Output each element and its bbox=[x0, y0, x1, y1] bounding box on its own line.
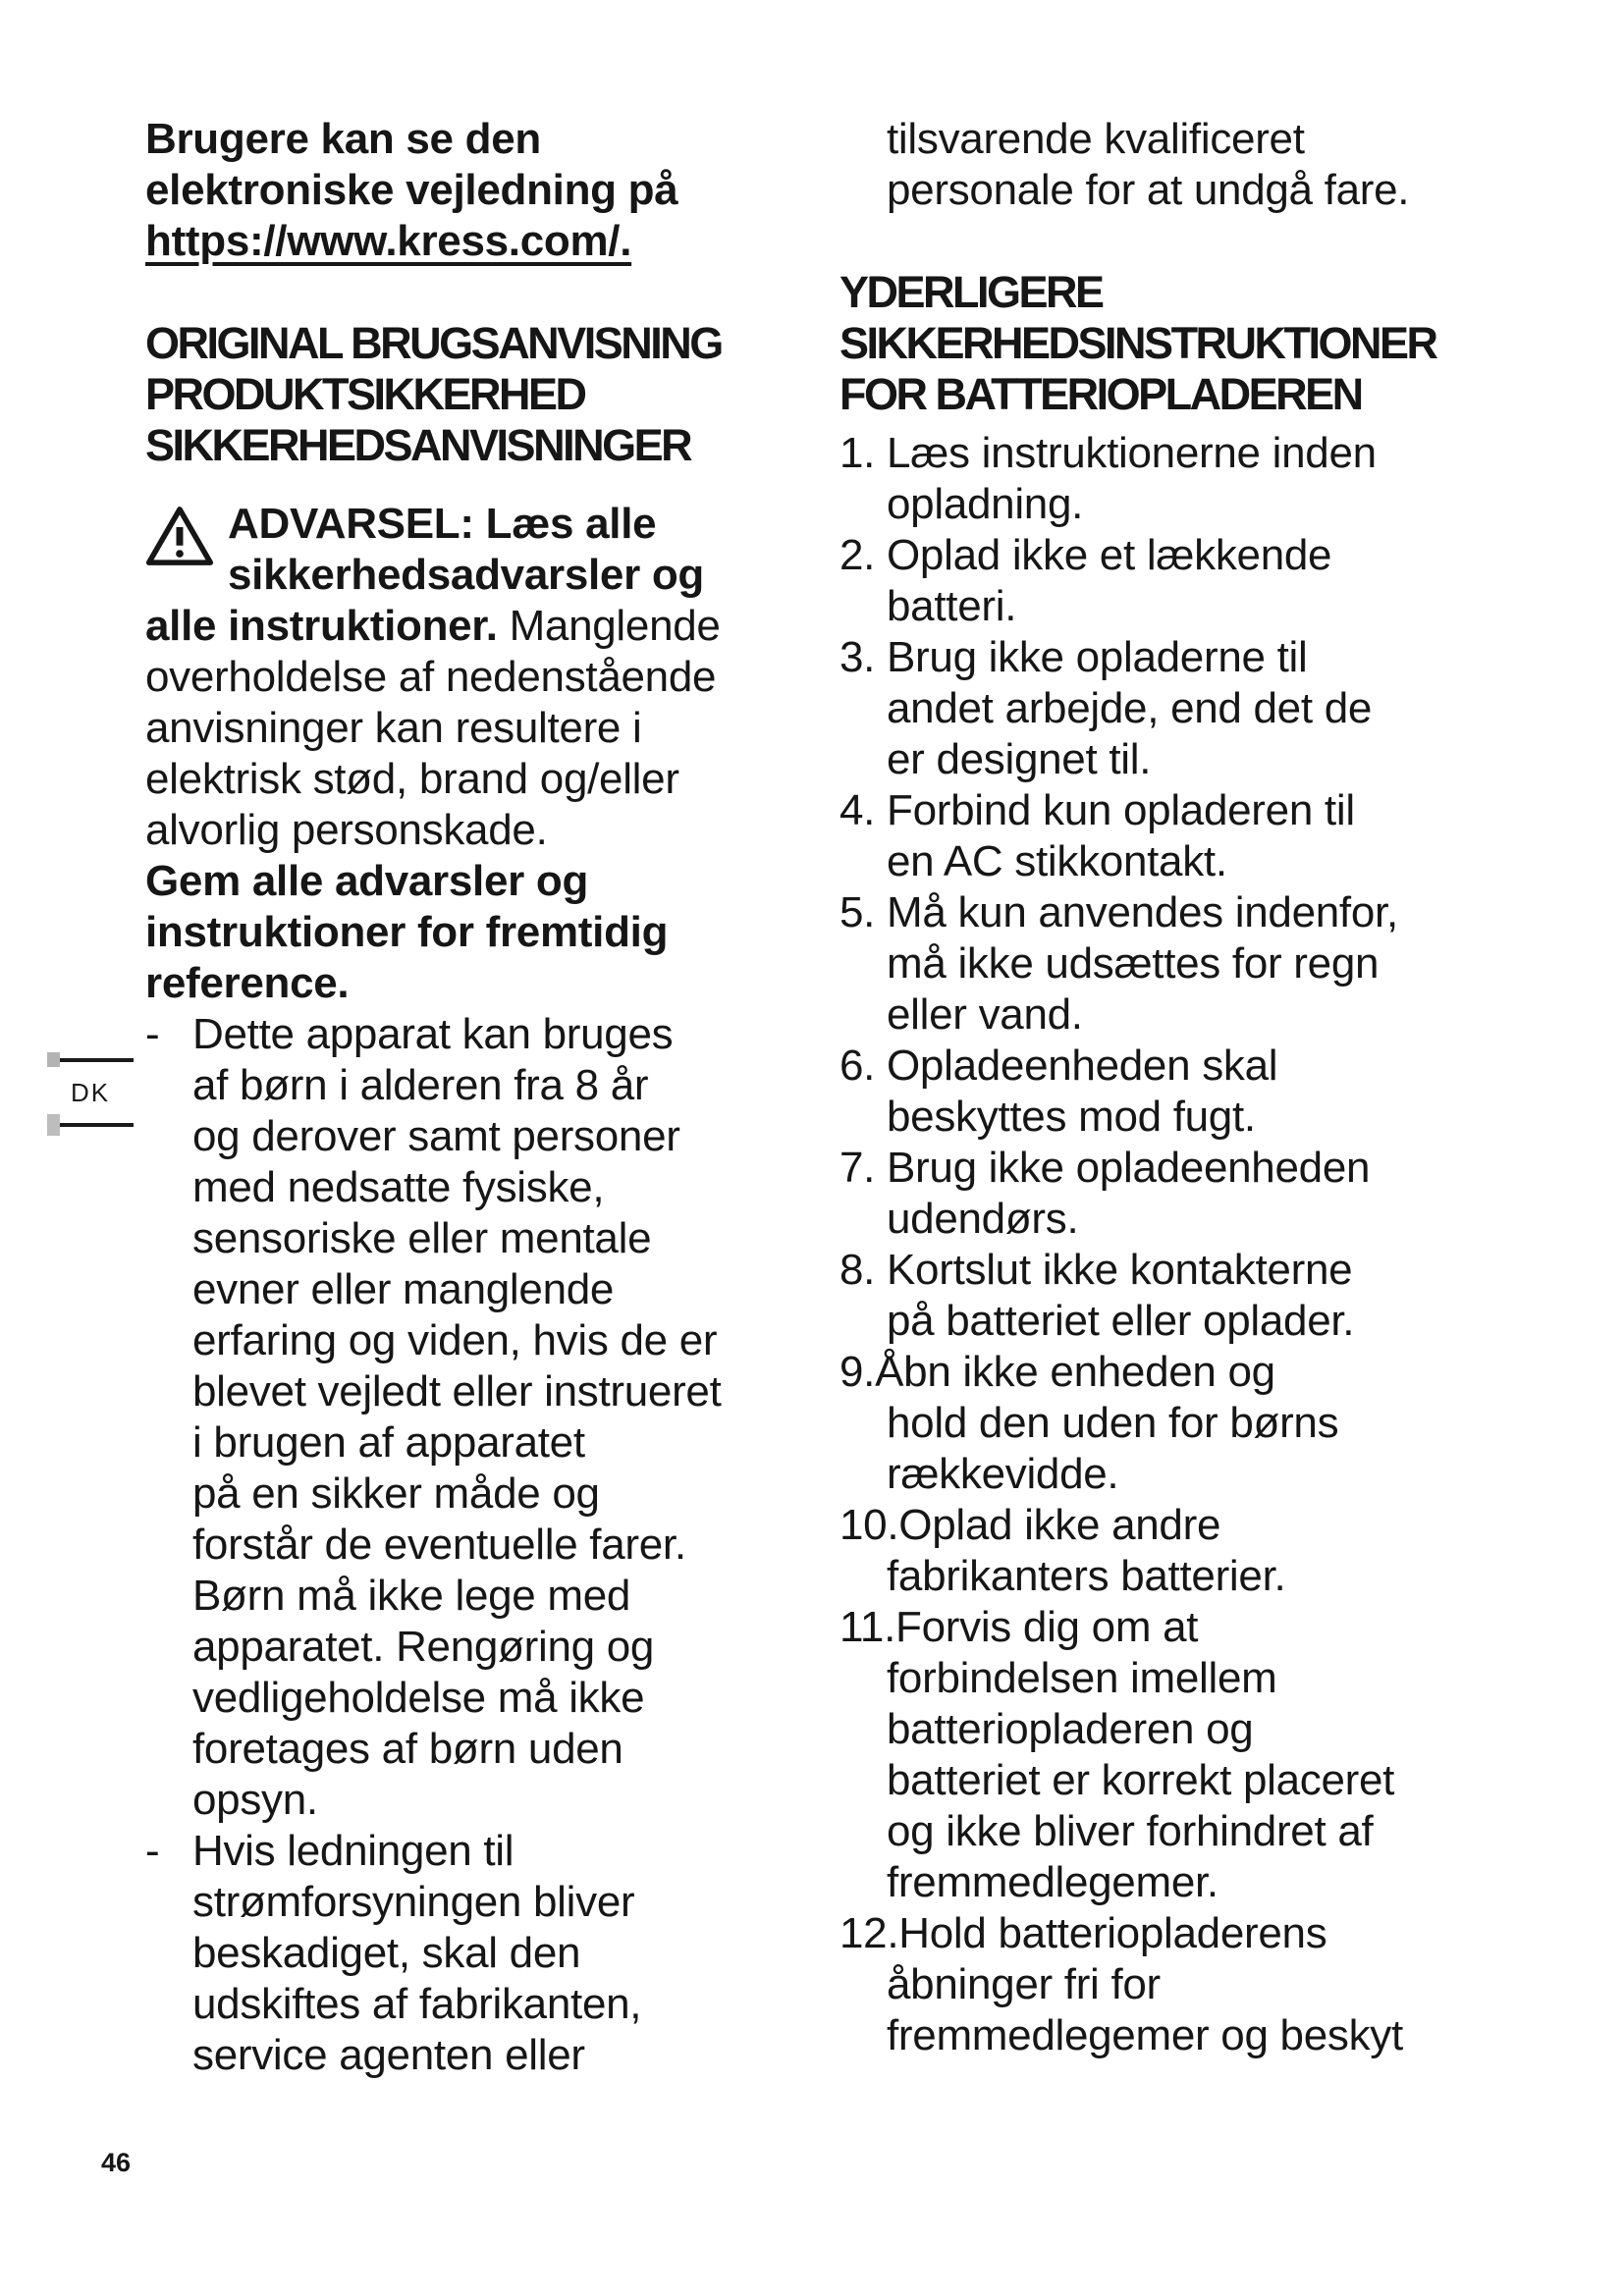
text-run: tilsvarende kvalificeret bbox=[887, 115, 1305, 163]
text-run: Åbn ikke enheden og bbox=[875, 1348, 1275, 1396]
text-run: fremmedlegemer. bbox=[887, 1858, 1218, 1906]
dash-item-cord bbox=[145, 1826, 805, 2081]
text-line bbox=[839, 1908, 1527, 1959]
text-run: Manglende bbox=[497, 602, 721, 650]
text-line bbox=[145, 958, 805, 1009]
text-run: Hvis ledningen til bbox=[192, 1827, 514, 1875]
kress-website-link[interactable]: https://www.kress.com/. bbox=[145, 217, 632, 265]
list-marker: 9. bbox=[839, 1348, 876, 1396]
text-run: udskiftes af fabrikanten, bbox=[192, 1980, 642, 2028]
text-line bbox=[839, 1092, 1527, 1143]
text-run: på batteriet eller oplader. bbox=[887, 1297, 1355, 1345]
text-run: batteri. bbox=[887, 582, 1017, 630]
numbered-item-7 bbox=[839, 1143, 1527, 1245]
language-tab-label: DK bbox=[70, 1078, 111, 1107]
text-line bbox=[145, 703, 805, 754]
text-run: i brugen af apparatet bbox=[192, 1418, 585, 1467]
text-run: YDERLIGERE bbox=[839, 267, 1103, 317]
page-number: 46 bbox=[101, 2148, 132, 2177]
text-run: må ikke udsættes for regn bbox=[887, 939, 1380, 988]
language-tab bbox=[47, 1058, 134, 1127]
text-line bbox=[145, 1979, 805, 2030]
text-run: med nedsatte fysiske, bbox=[192, 1163, 605, 1211]
numbered-item-10 bbox=[839, 1500, 1527, 1602]
text-run: fabrikanters batterier. bbox=[887, 1552, 1286, 1600]
text-line bbox=[839, 1500, 1527, 1551]
text-run: fremmedlegemer og beskyt bbox=[887, 2011, 1403, 2059]
text-run: og derover samt personer bbox=[192, 1112, 680, 1160]
text-line bbox=[145, 1928, 805, 1979]
tab-square-top bbox=[47, 1052, 60, 1067]
text-run: og ikke bliver forhindret af bbox=[887, 1807, 1374, 1855]
text-line bbox=[839, 1245, 1527, 1296]
text-line bbox=[145, 1060, 805, 1111]
numbered-item-3 bbox=[839, 632, 1527, 785]
text-run: personale for at undgå fare. bbox=[887, 166, 1410, 214]
text-run: reference. bbox=[145, 959, 350, 1007]
text-line bbox=[145, 1826, 805, 1877]
list-marker: 7. bbox=[839, 1144, 876, 1192]
text-run: overholdelse af nedenstående bbox=[145, 653, 717, 701]
numbered-item-11 bbox=[839, 1602, 1527, 1908]
text-run: Oplad ikke et lækkende bbox=[887, 531, 1332, 579]
text-line bbox=[145, 907, 805, 958]
spacer bbox=[839, 420, 1527, 428]
text-run: Forbind kun opladeren til bbox=[887, 786, 1355, 834]
text-line bbox=[145, 856, 805, 907]
text-line bbox=[839, 1653, 1527, 1704]
numbered-item-4 bbox=[839, 785, 1527, 887]
text-run: batteriopladeren og bbox=[887, 1705, 1254, 1753]
text-line bbox=[145, 1213, 805, 1264]
text-run: FOR BATTERIOPLADEREN bbox=[839, 369, 1362, 419]
text-run: er designet til. bbox=[887, 735, 1152, 783]
text-line bbox=[839, 734, 1527, 785]
text-line bbox=[145, 550, 805, 601]
text-line bbox=[145, 1724, 805, 1775]
text-run: Læs instruktionerne inden bbox=[887, 429, 1377, 477]
text-line bbox=[839, 318, 1527, 369]
text-line bbox=[145, 420, 805, 471]
text-line bbox=[839, 1347, 1527, 1398]
text-line bbox=[839, 1806, 1527, 1857]
text-line bbox=[145, 216, 805, 267]
text-line bbox=[839, 785, 1527, 836]
text-line bbox=[839, 1704, 1527, 1755]
text-run: åbninger fri for bbox=[887, 1960, 1161, 2008]
text-run: Må kun anvendes indenfor, bbox=[887, 888, 1398, 936]
numbered-item-6 bbox=[839, 1041, 1527, 1143]
text-line bbox=[839, 581, 1527, 632]
text-run: eller vand. bbox=[887, 990, 1083, 1039]
list-marker: 3. bbox=[839, 633, 876, 681]
text-line bbox=[839, 1755, 1527, 1806]
list-marker: 4. bbox=[839, 786, 876, 834]
spacer bbox=[839, 216, 1527, 267]
text-line bbox=[145, 1315, 805, 1366]
text-line bbox=[145, 1571, 805, 1622]
text-line bbox=[145, 499, 805, 550]
text-line bbox=[839, 632, 1527, 683]
numbered-item-9 bbox=[839, 1347, 1527, 1500]
text-line bbox=[839, 1143, 1527, 1194]
text-run: Kortslut ikke kontakterne bbox=[887, 1246, 1353, 1294]
text-line bbox=[145, 1162, 805, 1213]
dash-item-children bbox=[145, 1009, 805, 1826]
text-line bbox=[839, 1041, 1527, 1092]
text-line bbox=[839, 683, 1527, 734]
text-line bbox=[145, 1417, 805, 1468]
text-run: forstår de eventuelle farer. bbox=[192, 1521, 686, 1569]
numbered-item-8 bbox=[839, 1245, 1527, 1347]
text-line bbox=[839, 1449, 1527, 1500]
list-marker: 8. bbox=[839, 1246, 876, 1294]
text-run: på en sikker måde og bbox=[192, 1469, 600, 1518]
text-line bbox=[839, 1602, 1527, 1653]
text-line bbox=[145, 1520, 805, 1571]
text-run: vedligeholdelse må ikke bbox=[192, 1674, 645, 1722]
text-line bbox=[145, 601, 805, 652]
text-line bbox=[839, 1857, 1527, 1908]
text-run: service agenten eller bbox=[192, 2031, 585, 2079]
numbered-item-5 bbox=[839, 887, 1527, 1041]
text-run: sikkerhedsadvarsler og bbox=[228, 551, 705, 599]
numbered-item-1 bbox=[839, 428, 1527, 530]
text-run: hold den uden for børns bbox=[887, 1399, 1339, 1447]
text-run: foretages af børn uden bbox=[192, 1725, 623, 1773]
numbered-item-2 bbox=[839, 530, 1527, 632]
text-line bbox=[145, 1264, 805, 1315]
text-run: beskadiget, skal den bbox=[192, 1929, 581, 1977]
text-run: Brug ikke opladeenheden bbox=[887, 1144, 1371, 1192]
text-line bbox=[839, 479, 1527, 530]
right-text-column bbox=[839, 114, 1527, 2061]
list-marker: - bbox=[145, 1010, 160, 1058]
text-line bbox=[839, 1398, 1527, 1449]
list-marker: 6. bbox=[839, 1041, 876, 1090]
numbered-item-12 bbox=[839, 1908, 1527, 2061]
text-run: andet arbejde, end det de bbox=[887, 684, 1373, 732]
list-marker: 2. bbox=[839, 531, 876, 579]
text-run: SIKKERHEDSINSTRUKTIONER bbox=[839, 318, 1436, 368]
text-line bbox=[145, 165, 805, 216]
text-line bbox=[839, 887, 1527, 938]
list-marker: 5. bbox=[839, 888, 876, 936]
spacer bbox=[145, 471, 805, 499]
text-run: alle instruktioner. bbox=[145, 602, 498, 650]
text-line bbox=[145, 1366, 805, 1417]
text-run: Børn må ikke lege med bbox=[192, 1572, 631, 1620]
text-line bbox=[145, 1468, 805, 1520]
continuation-paragraph bbox=[839, 114, 1527, 216]
text-run: blevet vejledt eller instrueret bbox=[192, 1367, 722, 1415]
text-run: SIKKERHEDSANVISNINGER bbox=[145, 420, 691, 470]
text-run: anvisninger kan resultere i bbox=[145, 704, 642, 752]
text-run: en AC stikkontakt. bbox=[887, 837, 1227, 885]
text-run: Gem alle advarsler og bbox=[145, 857, 589, 905]
text-line bbox=[145, 2030, 805, 2081]
list-marker: 10. bbox=[839, 1501, 899, 1549]
text-run: ORIGINAL BRUGSANVISNING bbox=[145, 318, 722, 368]
text-run: beskyttes mod fugt. bbox=[887, 1093, 1256, 1141]
text-line bbox=[839, 165, 1527, 216]
text-run: evner eller manglende bbox=[192, 1265, 615, 1313]
text-line bbox=[145, 369, 805, 420]
list-marker: 12. bbox=[839, 1909, 899, 1957]
text-run: apparatet. Rengøring og bbox=[192, 1623, 655, 1671]
text-run: strømforsyningen bliver bbox=[192, 1878, 635, 1926]
spacer bbox=[145, 267, 805, 318]
text-line bbox=[145, 1622, 805, 1673]
text-line bbox=[839, 1194, 1527, 1245]
tab-rule-bottom bbox=[47, 1123, 134, 1127]
warning-paragraph bbox=[145, 499, 805, 1009]
text-run: sensoriske eller mentale bbox=[192, 1214, 652, 1262]
text-line bbox=[839, 2010, 1527, 2061]
text-line bbox=[839, 1551, 1527, 1602]
text-run: PRODUKTSIKKERHED bbox=[145, 369, 585, 419]
intro-paragraph bbox=[145, 114, 805, 267]
text-run: instruktioner for fremtidig bbox=[145, 908, 669, 956]
text-line bbox=[145, 1775, 805, 1826]
text-run: rækkevidde. bbox=[887, 1450, 1119, 1498]
text-line bbox=[839, 836, 1527, 887]
text-line bbox=[839, 530, 1527, 581]
text-run: opsyn. bbox=[192, 1776, 318, 1824]
list-marker: - bbox=[145, 1827, 160, 1875]
tab-rule-top bbox=[47, 1058, 134, 1062]
text-run: udendørs. bbox=[887, 1195, 1079, 1243]
text-line bbox=[839, 1296, 1527, 1347]
text-line bbox=[145, 318, 805, 369]
text-run: Opladeenheden skal bbox=[887, 1041, 1278, 1090]
text-line bbox=[145, 1877, 805, 1928]
text-run: af børn i alderen fra 8 år bbox=[192, 1061, 649, 1109]
text-line bbox=[145, 1673, 805, 1724]
text-run: Dette apparat kan bruges bbox=[192, 1010, 674, 1058]
tab-square-bottom bbox=[47, 1114, 60, 1136]
section-heading-charger bbox=[839, 267, 1527, 420]
text-line bbox=[839, 1959, 1527, 2010]
text-line bbox=[839, 369, 1527, 420]
text-run: Brugere kan se den bbox=[145, 115, 541, 163]
text-run: erfaring og viden, hvis de er bbox=[192, 1316, 718, 1364]
text-run: alvorlig personskade. bbox=[145, 806, 548, 854]
text-run: Brug ikke opladerne til bbox=[887, 633, 1308, 681]
text-run: batteriet er korrekt placeret bbox=[887, 1756, 1395, 1804]
text-line bbox=[145, 652, 805, 703]
text-line bbox=[839, 428, 1527, 479]
text-run: Forvis dig om at bbox=[895, 1603, 1199, 1651]
text-line bbox=[145, 805, 805, 856]
list-marker: 1. bbox=[839, 429, 876, 477]
text-run: Hold batteriopladerens bbox=[898, 1909, 1327, 1957]
text-run: Oplad ikke andre bbox=[898, 1501, 1221, 1549]
text-run: forbindelsen imellem bbox=[887, 1654, 1277, 1702]
text-line bbox=[145, 114, 805, 165]
text-line bbox=[145, 754, 805, 805]
text-line bbox=[145, 1009, 805, 1060]
text-run: opladning. bbox=[887, 480, 1084, 528]
text-run: ADVARSEL: Læs alle bbox=[228, 500, 657, 548]
text-line bbox=[839, 938, 1527, 989]
list-marker: 11. bbox=[839, 1603, 896, 1651]
text-run: elektrisk stød, brand og/eller bbox=[145, 755, 679, 803]
text-line bbox=[145, 1111, 805, 1162]
text-line bbox=[839, 989, 1527, 1041]
text-line bbox=[839, 267, 1527, 318]
section-heading-original bbox=[145, 318, 805, 471]
left-text-column bbox=[145, 114, 805, 2081]
text-run: elektroniske vejledning på bbox=[145, 166, 678, 214]
text-line bbox=[839, 114, 1527, 165]
